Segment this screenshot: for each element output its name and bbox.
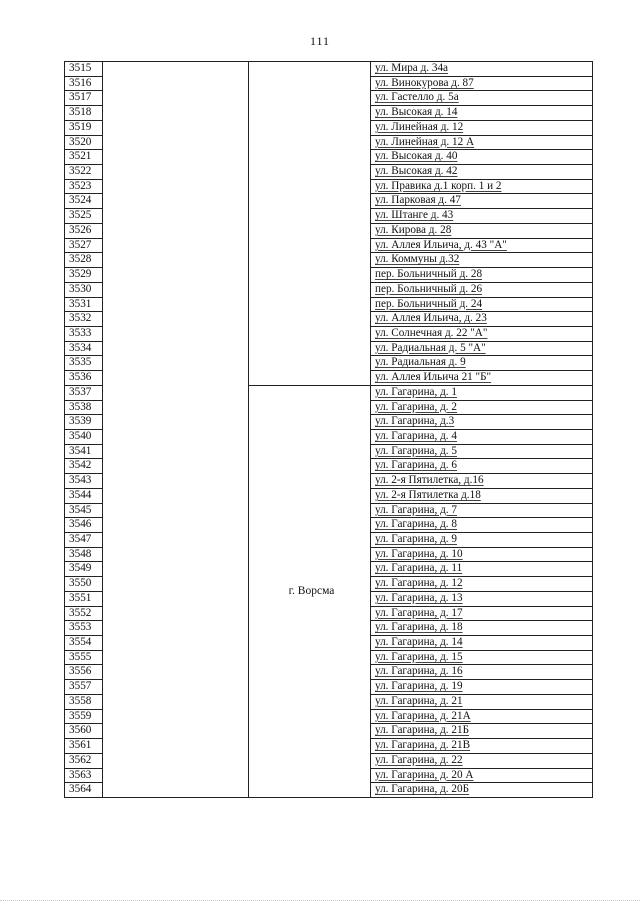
locality-cell: г. Ворсма (249, 385, 371, 797)
address-cell: ул. Гагарина, д. 20 А (371, 768, 593, 783)
address-cell: ул. Аллея Ильича, д. 23 (371, 312, 593, 327)
row-number: 3549 (65, 562, 103, 577)
row-number: 3527 (65, 238, 103, 253)
address-cell: ул. Гагарина, д. 11 (371, 562, 593, 577)
row-number: 3522 (65, 165, 103, 180)
address-cell: ул. Мира д. 34а (371, 62, 593, 77)
address-cell: ул. Гагарина, д. 21Б (371, 724, 593, 739)
row-number: 3537 (65, 385, 103, 400)
address-cell: ул. Гагарина, д. 2 (371, 400, 593, 415)
row-number: 3554 (65, 636, 103, 651)
row-number: 3560 (65, 724, 103, 739)
address-cell: ул. Правика д.1 корп. 1 и 2 (371, 179, 593, 194)
address-cell: ул. Гагарина, д. 21В (371, 739, 593, 754)
row-number: 3539 (65, 415, 103, 430)
row-number: 3531 (65, 297, 103, 312)
row-number: 3548 (65, 547, 103, 562)
row-number: 3541 (65, 444, 103, 459)
address-cell: ул. Гагарина, д. 14 (371, 636, 593, 651)
address-cell: ул. Гагарина, д. 21 (371, 694, 593, 709)
row-number: 3564 (65, 783, 103, 798)
address-cell: ул. 2-я Пятилетка, д.16 (371, 474, 593, 489)
row-number: 3534 (65, 341, 103, 356)
address-cell: ул. Гагарина, д. 6 (371, 459, 593, 474)
address-cell: ул. Винокурова д. 87 (371, 76, 593, 91)
row-number: 3551 (65, 591, 103, 606)
row-number: 3521 (65, 150, 103, 165)
row-number: 3561 (65, 739, 103, 754)
address-cell: ул. Линейная д. 12 (371, 120, 593, 135)
address-cell: ул. Коммуны д.32 (371, 253, 593, 268)
row-number: 3557 (65, 680, 103, 695)
address-cell: ул. Радиальная д. 9 (371, 356, 593, 371)
row-number: 3562 (65, 753, 103, 768)
address-cell: ул. Гагарина, д. 8 (371, 518, 593, 533)
row-number: 3552 (65, 606, 103, 621)
address-cell: ул. Гагарина, д. 15 (371, 650, 593, 665)
address-cell: ул. 2-я Пятилетка д.18 (371, 488, 593, 503)
address-cell: ул. Гагарина, д. 17 (371, 606, 593, 621)
row-number: 3545 (65, 503, 103, 518)
address-cell: ул. Штанге д. 43 (371, 209, 593, 224)
row-number: 3556 (65, 665, 103, 680)
address-cell: ул. Гагарина, д. 7 (371, 503, 593, 518)
address-cell: ул. Радиальная д. 5 "А" (371, 341, 593, 356)
row-number: 3559 (65, 709, 103, 724)
row-number: 3555 (65, 650, 103, 665)
address-cell: ул. Гастелло д. 5а (371, 91, 593, 106)
address-cell: ул. Гагарина, д. 18 (371, 621, 593, 636)
row-number: 3517 (65, 91, 103, 106)
address-cell: ул. Высокая д. 42 (371, 165, 593, 180)
address-cell: ул. Высокая д. 40 (371, 150, 593, 165)
address-cell: ул. Гагарина, д. 19 (371, 680, 593, 695)
address-cell: ул. Высокая д. 14 (371, 106, 593, 121)
address-cell: ул. Гагарина, д. 12 (371, 577, 593, 592)
address-cell: ул. Гагарина, д. 1 (371, 385, 593, 400)
address-cell: пер. Больничный д. 24 (371, 297, 593, 312)
row-number: 3563 (65, 768, 103, 783)
row-number: 3525 (65, 209, 103, 224)
row-number: 3519 (65, 120, 103, 135)
row-number: 3515 (65, 62, 103, 77)
row-number: 3558 (65, 694, 103, 709)
row-number: 3542 (65, 459, 103, 474)
address-cell: ул. Парковая д. 47 (371, 194, 593, 209)
address-cell: ул. Гагарина, д.3 (371, 415, 593, 430)
address-cell: ул. Гагарина, д. 13 (371, 591, 593, 606)
row-number: 3536 (65, 371, 103, 386)
address-cell: ул. Гагарина, д. 16 (371, 665, 593, 680)
address-cell: ул. Кирова д. 28 (371, 223, 593, 238)
row-number: 3550 (65, 577, 103, 592)
row-number: 3530 (65, 282, 103, 297)
row-number: 3516 (65, 76, 103, 91)
address-cell: пер. Больничный д. 26 (371, 282, 593, 297)
row-number: 3523 (65, 179, 103, 194)
scan-edge-divider (0, 900, 640, 901)
row-number: 3524 (65, 194, 103, 209)
page-number: 111 (309, 34, 331, 48)
address-table-body (65, 62, 593, 798)
address-cell: ул. Аллея Ильича, д. 43 "А" (371, 238, 593, 253)
address-cell: ул. Гагарина, д. 20Б (371, 783, 593, 798)
address-cell: пер. Больничный д. 28 (371, 268, 593, 283)
address-cell: ул. Гагарина, д. 5 (371, 444, 593, 459)
merged-empty-cell (103, 62, 249, 798)
row-number: 3544 (65, 488, 103, 503)
row-number: 3532 (65, 312, 103, 327)
address-table (64, 61, 593, 798)
address-cell: ул. Гагарина, д. 4 (371, 429, 593, 444)
address-cell: ул. Аллея Ильича 21 "Б" (371, 371, 593, 386)
row-number: 3533 (65, 326, 103, 341)
address-cell: ул. Гагарина, д. 10 (371, 547, 593, 562)
row-number: 3518 (65, 106, 103, 121)
row-number: 3540 (65, 429, 103, 444)
locality-cell-empty (249, 62, 371, 386)
row-number: 3529 (65, 268, 103, 283)
row-number: 3543 (65, 474, 103, 489)
address-cell: ул. Гагарина, д. 21А (371, 709, 593, 724)
address-cell: ул. Гагарина, д. 22 (371, 753, 593, 768)
address-cell: ул. Гагарина, д. 9 (371, 533, 593, 548)
table-row (65, 62, 593, 77)
row-number: 3547 (65, 533, 103, 548)
row-number: 3528 (65, 253, 103, 268)
row-number: 3538 (65, 400, 103, 415)
address-cell: ул. Линейная д. 12 А (371, 135, 593, 150)
row-number: 3526 (65, 223, 103, 238)
address-cell: ул. Солнечная д. 22 "А" (371, 326, 593, 341)
row-number: 3546 (65, 518, 103, 533)
row-number: 3535 (65, 356, 103, 371)
row-number: 3520 (65, 135, 103, 150)
row-number: 3553 (65, 621, 103, 636)
